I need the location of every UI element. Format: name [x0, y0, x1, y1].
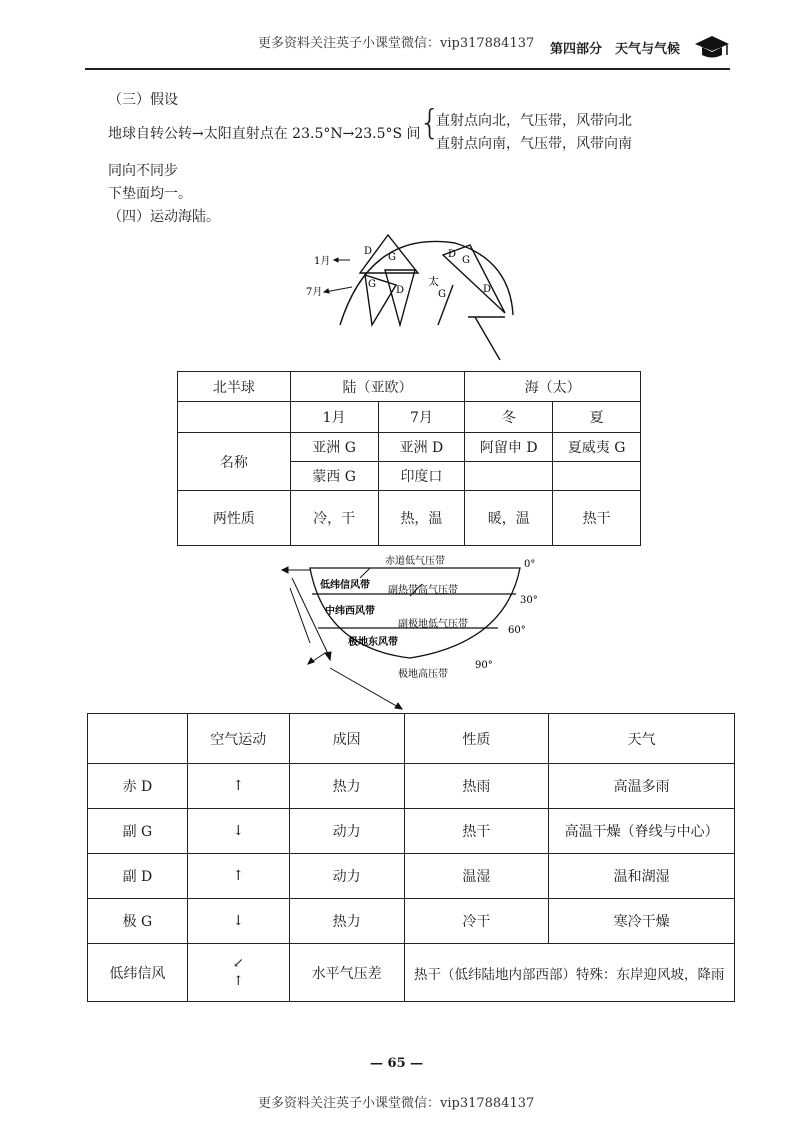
weather-cell: 温和湖湿: [549, 854, 735, 899]
row-name: 赤 D: [88, 764, 188, 809]
cause-cell: 水平气压差: [289, 944, 404, 1002]
table-row: [88, 854, 735, 899]
row-name: 副 G: [88, 809, 188, 854]
table-cell: 阿留申 D: [465, 433, 553, 462]
motion-arrows-mixed: [187, 944, 289, 1002]
cause-cell: 热力: [289, 764, 404, 809]
hdr-weather: 天气: [549, 714, 735, 764]
row-property-label: 两性质: [178, 491, 291, 546]
row-name: 极 G: [88, 899, 188, 944]
nature-cell: 热干: [404, 809, 549, 854]
row-name: 低纬信风: [88, 944, 188, 1002]
label-g-1: G: [388, 252, 396, 263]
header-rule: [85, 68, 730, 70]
hdr-hemisphere: 北半球: [178, 372, 291, 402]
pressure-belt-diagram: [270, 548, 560, 713]
sub-jan: 1月: [290, 402, 378, 433]
cause-cell: 动力: [289, 809, 404, 854]
heading-land-sea: （四）运动海陆。: [108, 209, 220, 225]
motion-arrow-bottom: ↑: [232, 973, 244, 989]
d-triangle-2: [385, 270, 415, 325]
branch-north: 直射点向北，气压带，风带向北: [436, 113, 632, 129]
motion-arrow: ↑: [187, 764, 289, 809]
label-d-2: D: [396, 285, 405, 296]
hdr-land: 陆（亚欧）: [290, 372, 465, 402]
table-cell: 冷，干: [290, 491, 378, 546]
heading-assumptions: （三）假设: [108, 92, 178, 108]
hdr-empty: [88, 714, 188, 764]
hdr-sea: 海（太）: [465, 372, 641, 402]
label-d-3: D: [448, 249, 457, 260]
hdr-empty: [178, 402, 291, 433]
table-row: [88, 899, 735, 944]
lat-30: 30°: [520, 595, 538, 606]
label-g-2: G: [368, 279, 376, 290]
table-cell: 蒙西 G: [290, 462, 378, 491]
pressure-belt-table: [87, 713, 735, 1002]
sub-summer: 夏: [553, 402, 641, 433]
merged-nature-weather: 热干（低纬陆地内部西部）特殊：东岸迎风坡，降雨: [404, 944, 735, 1002]
table-cell: 夏威夷 G: [553, 433, 641, 462]
table-row: [88, 764, 735, 809]
lat-60: 60°: [508, 625, 526, 636]
table-cell: [553, 462, 641, 491]
table-row: [88, 809, 735, 854]
row-name: 副 D: [88, 854, 188, 899]
label-g-3: G: [438, 289, 446, 300]
table-cell: [465, 462, 553, 491]
label-g-4: G: [462, 255, 470, 266]
row-name-label: 名称: [178, 433, 291, 491]
cause-cell: 热力: [289, 899, 404, 944]
land-sea-diagram: [300, 225, 530, 370]
sentence-revolution: 地球自转公转→太阳直射点在 23.5°N→23.5°S 间: [108, 126, 421, 142]
table-cell: 亚洲 D: [378, 433, 465, 462]
table-cell: 亚洲 G: [290, 433, 378, 462]
belt-subtropical-high: 副热带高气压带: [388, 585, 458, 596]
weather-cell: 高温多雨: [549, 764, 735, 809]
line-same-direction: 同向不同步: [108, 163, 178, 179]
hdr-motion: 空气运动: [187, 714, 289, 764]
belt-equatorial-low: 赤道低气压带: [385, 556, 445, 567]
label-jan: 1月: [314, 256, 331, 267]
section-title: 第四部分 天气与气候: [550, 42, 681, 57]
weather-cell: 高温干燥（脊线与中心）: [549, 809, 735, 854]
hdr-cause: 成因: [289, 714, 404, 764]
page-number: — 65 —: [370, 1056, 424, 1071]
hdr-nature: 性质: [404, 714, 549, 764]
table-cell: 印度口: [378, 462, 465, 491]
belt-subpolar-low: 副极地低气压带: [398, 619, 468, 630]
belt-polar-high: 极地高压带: [398, 669, 448, 680]
table-cell: 热干: [553, 491, 641, 546]
label-jul: 7月: [306, 287, 323, 298]
land-sea-table: [177, 371, 641, 546]
graduation-cap-icon: [694, 34, 730, 60]
table-cell: 暖，温: [465, 491, 553, 546]
motion-arrow-top: ↙: [232, 955, 244, 971]
header-watermark: 更多资料关注英子小课堂微信：vip317884137: [258, 36, 535, 51]
belt-polar-easterlies: 极地东风带: [348, 637, 398, 648]
belt-trade-winds: 低纬信风带: [320, 580, 370, 591]
line-surface-uniform: 下垫面均一。: [108, 186, 192, 202]
cause-cell: 动力: [289, 854, 404, 899]
table-row: [88, 944, 735, 1002]
table-cell: 热，温: [378, 491, 465, 546]
branch-south: 直射点向南，气压带，风带向南: [436, 136, 632, 152]
label-tai: 太: [428, 275, 439, 288]
motion-arrow: ↓: [187, 899, 289, 944]
sub-jul: 7月: [378, 402, 465, 433]
label-d-1: D: [364, 246, 373, 257]
brace-symbol: {: [419, 103, 441, 143]
footer-watermark: 更多资料关注英子小课堂微信：vip317884137: [258, 1096, 535, 1111]
label-d-4: D: [483, 284, 492, 295]
belt-westerlies: 中纬西风带: [325, 606, 375, 617]
lat-90: 90°: [475, 660, 493, 671]
motion-arrow: ↓: [187, 809, 289, 854]
nature-cell: 热雨: [404, 764, 549, 809]
nature-cell: 温湿: [404, 854, 549, 899]
weather-cell: 寒冷干燥: [549, 899, 735, 944]
lat-0: 0°: [524, 559, 536, 570]
nature-cell: 冷干: [404, 899, 549, 944]
sub-winter: 冬: [465, 402, 553, 433]
motion-arrow: ↑: [187, 854, 289, 899]
